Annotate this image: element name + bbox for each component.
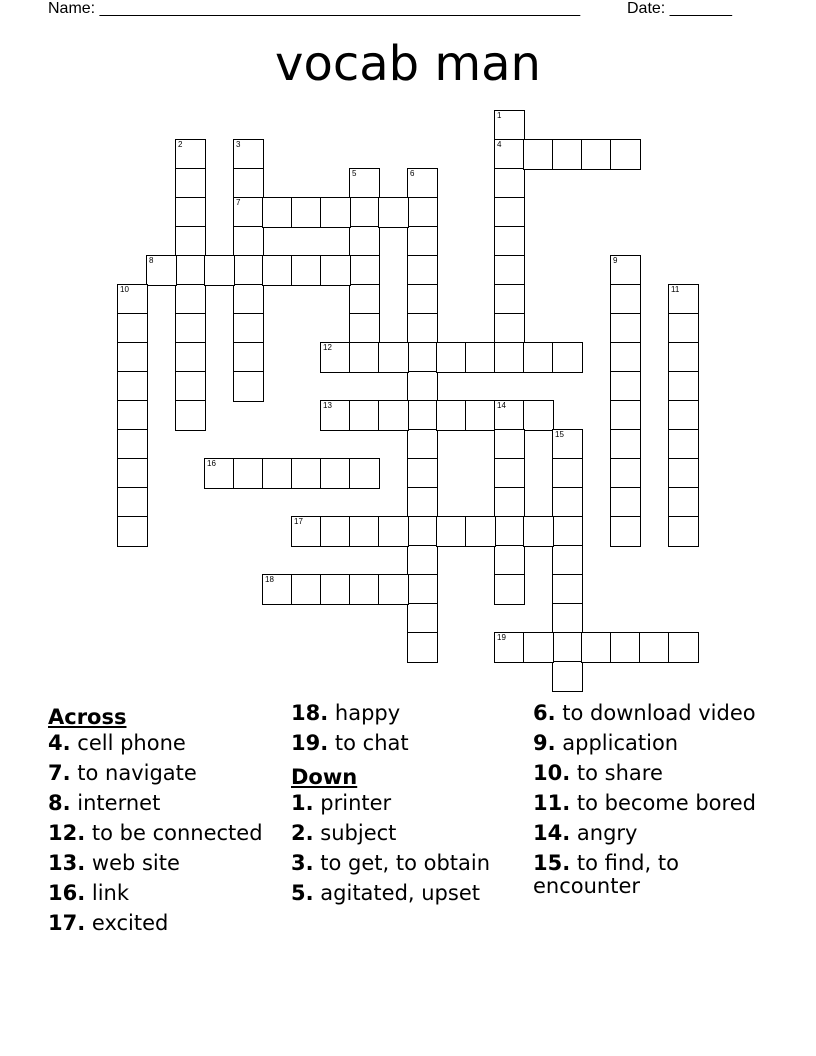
grid-cell[interactable] <box>117 487 148 518</box>
cell-number: 18 <box>265 575 274 584</box>
clue-across-12: 12. to be connected <box>48 821 263 845</box>
grid-cell[interactable] <box>349 168 380 199</box>
clue-down-6: 6. to download video <box>533 701 756 725</box>
cell-number: 14 <box>497 401 506 410</box>
cell-number: 12 <box>323 343 332 352</box>
clue-down-14: 14. angry <box>533 821 638 845</box>
grid-cell[interactable] <box>320 197 351 228</box>
grid-cell[interactable] <box>175 226 206 257</box>
grid-cell[interactable] <box>291 516 322 547</box>
grid-cell[interactable] <box>117 371 148 402</box>
cell-number: 8 <box>149 256 154 265</box>
grid-cell[interactable] <box>407 458 438 489</box>
grid-cell[interactable] <box>407 632 438 663</box>
grid-cell[interactable] <box>117 284 148 315</box>
grid-cell[interactable] <box>465 516 496 547</box>
grid-cell[interactable] <box>175 313 206 344</box>
clue-down-10: 10. to share <box>533 761 663 785</box>
grid-cell[interactable] <box>407 429 438 460</box>
clues-column-2 <box>291 702 529 912</box>
grid-cell[interactable] <box>436 516 467 547</box>
grid-cell[interactable] <box>117 429 148 460</box>
grid-cell[interactable] <box>610 429 641 460</box>
grid-cell[interactable] <box>668 458 699 489</box>
cell-number: 9 <box>613 256 618 265</box>
grid-cell[interactable] <box>291 197 322 228</box>
grid-cell[interactable] <box>175 400 206 431</box>
grid-cell[interactable] <box>117 342 148 373</box>
grid-cell[interactable] <box>552 139 583 170</box>
grid-cell[interactable] <box>146 255 177 286</box>
grid-cell[interactable] <box>494 545 525 576</box>
grid-cell[interactable] <box>407 371 438 402</box>
grid-cell[interactable] <box>494 255 525 286</box>
grid-cell[interactable] <box>378 197 409 228</box>
grid-cell[interactable] <box>117 516 148 547</box>
grid-cell[interactable] <box>610 400 641 431</box>
grid-cell[interactable] <box>378 516 409 547</box>
grid-cell[interactable] <box>407 226 438 257</box>
grid-cell[interactable] <box>552 632 583 663</box>
clues-column-3 <box>533 702 773 905</box>
grid-cell[interactable] <box>523 632 554 663</box>
grid-cell[interactable] <box>175 284 206 315</box>
grid-cell[interactable] <box>668 400 699 431</box>
grid-cell[interactable] <box>175 139 206 170</box>
grid-cell[interactable] <box>552 574 583 605</box>
grid-cell[interactable] <box>610 342 641 373</box>
grid-cell[interactable] <box>639 632 670 663</box>
grid-cell[interactable] <box>668 313 699 344</box>
cell-number: 19 <box>497 633 506 642</box>
grid-cell[interactable] <box>291 255 322 286</box>
grid-cell[interactable] <box>610 458 641 489</box>
clue-down-11: 11. to become bored <box>533 791 756 815</box>
grid-cell[interactable] <box>494 226 525 257</box>
grid-cell[interactable] <box>494 313 525 344</box>
grid-cell[interactable] <box>523 400 554 431</box>
grid-cell[interactable] <box>610 371 641 402</box>
grid-cell[interactable] <box>233 342 264 373</box>
grid-cell[interactable] <box>523 342 554 373</box>
date-label: Date: <box>627 0 666 17</box>
grid-cell[interactable] <box>407 516 438 547</box>
grid-cell[interactable] <box>204 458 235 489</box>
cell-number: 1 <box>497 111 502 120</box>
grid-cell[interactable] <box>610 139 641 170</box>
grid-cell[interactable] <box>349 516 380 547</box>
date-header <box>627 0 732 18</box>
grid-cell[interactable] <box>465 400 496 431</box>
grid-cell[interactable] <box>581 139 612 170</box>
grid-cell[interactable] <box>233 371 264 402</box>
cell-number: 6 <box>410 169 415 178</box>
grid-cell[interactable] <box>494 168 525 199</box>
grid-cell[interactable] <box>668 487 699 518</box>
grid-cell[interactable] <box>175 371 206 402</box>
name-label: Name: <box>48 0 96 17</box>
grid-cell[interactable] <box>494 342 525 373</box>
grid-cell[interactable] <box>407 400 438 431</box>
grid-cell[interactable] <box>175 342 206 373</box>
grid-cell[interactable] <box>494 429 525 460</box>
grid-cell[interactable] <box>262 255 293 286</box>
down-heading: Down <box>291 765 358 789</box>
grid-cell[interactable] <box>320 574 351 605</box>
grid-cell[interactable] <box>668 342 699 373</box>
grid-cell[interactable] <box>668 429 699 460</box>
cell-number: 15 <box>555 430 564 439</box>
grid-cell[interactable] <box>407 313 438 344</box>
grid-cell[interactable] <box>610 632 641 663</box>
grid-cell[interactable] <box>233 458 264 489</box>
grid-cell[interactable] <box>407 284 438 315</box>
grid-cell[interactable] <box>552 429 583 460</box>
grid-cell[interactable] <box>407 168 438 199</box>
cell-number: 7 <box>236 198 241 207</box>
grid-cell[interactable] <box>494 574 525 605</box>
grid-cell[interactable] <box>349 197 380 228</box>
grid-cell[interactable] <box>233 226 264 257</box>
grid-cell[interactable] <box>320 516 351 547</box>
grid-cell[interactable] <box>349 574 380 605</box>
clue-across-19: 19. to chat <box>291 731 409 755</box>
clue-across-4: 4. cell phone <box>48 731 186 755</box>
grid-cell[interactable] <box>465 342 496 373</box>
name-line[interactable]: ______________________________________________________ <box>99 0 581 17</box>
grid-cell[interactable] <box>407 197 438 228</box>
clue-across-16: 16. link <box>48 881 130 905</box>
grid-cell[interactable] <box>233 168 264 199</box>
grid-cell[interactable] <box>610 284 641 315</box>
grid-cell[interactable] <box>204 255 235 286</box>
grid-cell[interactable] <box>320 400 351 431</box>
grid-cell[interactable] <box>581 632 612 663</box>
grid-cell[interactable] <box>552 342 583 373</box>
grid-cell[interactable] <box>407 255 438 286</box>
grid-cell[interactable] <box>233 197 264 228</box>
grid-cell[interactable] <box>494 516 525 547</box>
clue-down-2: 2. subject <box>291 821 397 845</box>
grid-cell[interactable] <box>494 139 525 170</box>
grid-cell[interactable] <box>610 516 641 547</box>
grid-cell[interactable] <box>407 487 438 518</box>
cell-number: 3 <box>236 140 241 149</box>
grid-cell[interactable] <box>494 458 525 489</box>
cell-number: 4 <box>497 140 502 149</box>
clue-down-15: 15. to find, to encounter <box>533 851 679 898</box>
clue-across-17: 17. excited <box>48 911 169 935</box>
grid-cell[interactable] <box>349 226 380 257</box>
date-line[interactable]: _______ <box>669 0 732 17</box>
grid-cell[interactable] <box>494 632 525 663</box>
grid-cell[interactable] <box>233 255 264 286</box>
cell-number: 13 <box>323 401 332 410</box>
grid-cell[interactable] <box>436 400 467 431</box>
grid-cell[interactable] <box>668 516 699 547</box>
grid-cell[interactable] <box>610 255 641 286</box>
grid-cell[interactable] <box>407 342 438 373</box>
grid-cell[interactable] <box>378 342 409 373</box>
grid-cell[interactable] <box>668 632 699 663</box>
grid-cell[interactable] <box>494 487 525 518</box>
grid-cell[interactable] <box>407 574 438 605</box>
clue-down-9: 9. application <box>533 731 679 755</box>
grid-cell[interactable] <box>117 313 148 344</box>
grid-cell[interactable] <box>291 574 322 605</box>
clue-down-5: 5. agitated, upset <box>291 881 480 905</box>
clues-column-1 <box>48 702 286 942</box>
cell-number: 16 <box>207 459 216 468</box>
grid-cell[interactable] <box>552 661 583 692</box>
grid-cell[interactable] <box>407 603 438 634</box>
grid-cell[interactable] <box>378 400 409 431</box>
grid-cell[interactable] <box>668 371 699 402</box>
clue-down-1: 1. printer <box>291 791 392 815</box>
clue-across-8: 8. internet <box>48 791 161 815</box>
grid-cell[interactable] <box>117 400 148 431</box>
grid-cell[interactable] <box>117 458 148 489</box>
grid-cell[interactable] <box>349 313 380 344</box>
grid-cell[interactable] <box>494 110 525 141</box>
grid-cell[interactable] <box>494 284 525 315</box>
grid-cell[interactable] <box>320 342 351 373</box>
cell-number: 17 <box>294 517 303 526</box>
cell-number: 2 <box>178 140 183 149</box>
grid-cell[interactable] <box>233 139 264 170</box>
grid-cell[interactable] <box>320 255 351 286</box>
grid-cell[interactable] <box>552 487 583 518</box>
grid-cell[interactable] <box>175 255 206 286</box>
grid-cell[interactable] <box>552 603 583 634</box>
across-heading: Across <box>48 705 127 729</box>
grid-cell[interactable] <box>349 284 380 315</box>
grid-cell[interactable] <box>523 516 554 547</box>
cell-number: 10 <box>120 285 129 294</box>
grid-cell[interactable] <box>320 458 351 489</box>
grid-cell[interactable] <box>233 284 264 315</box>
grid-cell[interactable] <box>349 342 380 373</box>
grid-cell[interactable] <box>349 400 380 431</box>
grid-cell[interactable] <box>175 168 206 199</box>
grid-cell[interactable] <box>552 545 583 576</box>
grid-cell[interactable] <box>523 139 554 170</box>
grid-cell[interactable] <box>610 313 641 344</box>
grid-cell[interactable] <box>494 197 525 228</box>
page-title: vocab man <box>275 36 541 92</box>
grid-cell[interactable] <box>291 458 322 489</box>
grid-cell[interactable] <box>262 574 293 605</box>
grid-cell[interactable] <box>407 545 438 576</box>
grid-cell[interactable] <box>668 284 699 315</box>
grid-cell[interactable] <box>436 342 467 373</box>
grid-cell[interactable] <box>552 458 583 489</box>
clue-across-18: 18. happy <box>291 701 401 725</box>
clue-across-7: 7. to navigate <box>48 761 197 785</box>
grid-cell[interactable] <box>552 516 583 547</box>
grid-cell[interactable] <box>262 197 293 228</box>
name-header <box>48 0 580 18</box>
grid-cell[interactable] <box>378 574 409 605</box>
grid-cell[interactable] <box>494 400 525 431</box>
clue-down-3: 3. to get, to obtain <box>291 851 491 875</box>
grid-cell[interactable] <box>349 255 380 286</box>
grid-cell[interactable] <box>175 197 206 228</box>
grid-cell[interactable] <box>233 313 264 344</box>
grid-cell[interactable] <box>349 458 380 489</box>
grid-cell[interactable] <box>262 458 293 489</box>
grid-cell[interactable] <box>610 487 641 518</box>
cell-number: 11 <box>671 285 680 294</box>
cell-number: 5 <box>352 169 357 178</box>
clue-across-13: 13. web site <box>48 851 180 875</box>
